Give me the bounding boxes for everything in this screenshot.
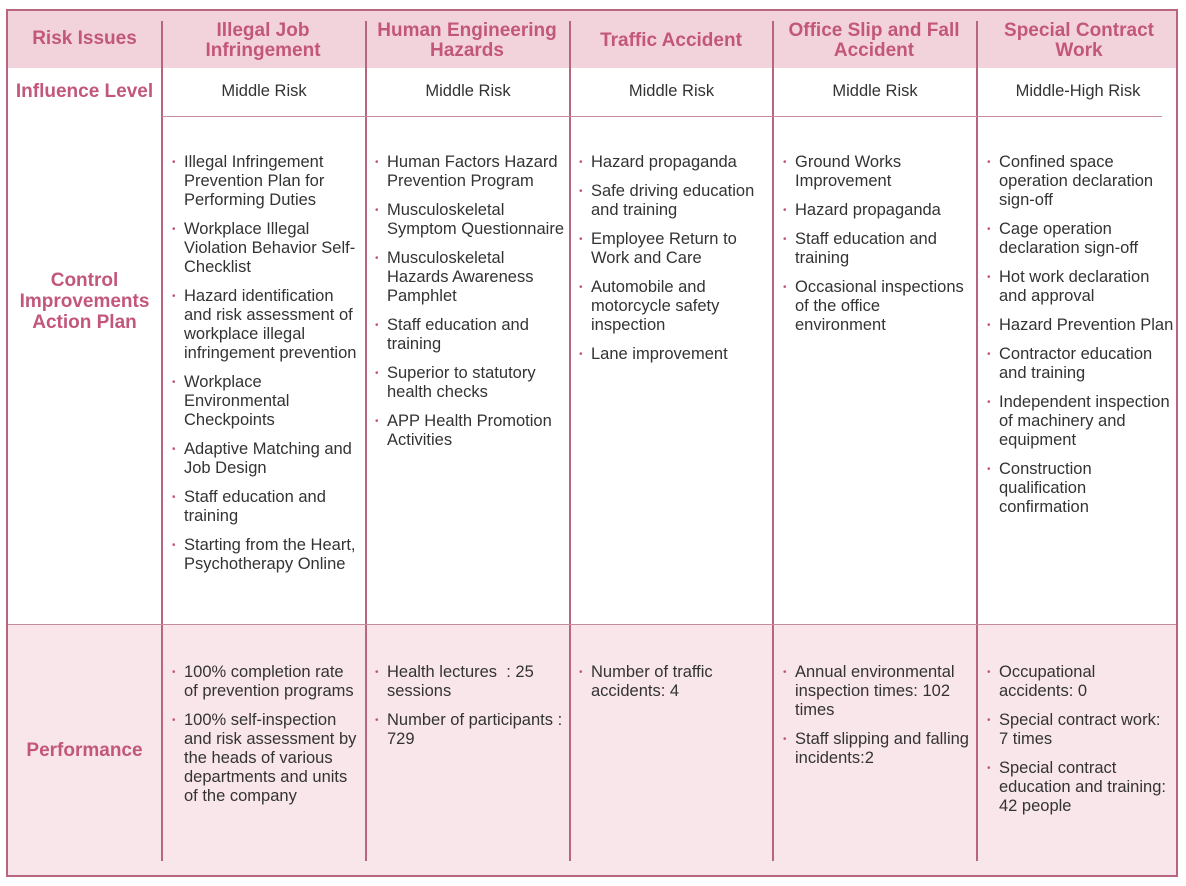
header-special-contract-work: Special Contract Work: [1004, 20, 1154, 61]
row-divider: [8, 624, 1176, 625]
list-item: • Illegal Infringement Prevention Plan for Performing Duties: [171, 153, 361, 210]
list-item: • Staff education and training: [374, 316, 566, 354]
list-item: • Health lectures : 25 sessions: [374, 663, 566, 701]
column-divider: [976, 21, 978, 861]
row-divider: [162, 116, 1162, 117]
list-item: • Workplace Environmental Checkpoints: [171, 373, 361, 430]
list-item: • Musculoskeletal Symptom Questionnaire: [374, 201, 566, 239]
header-risk-issues: Risk Issues: [32, 28, 137, 49]
header-traffic-accident: Traffic Accident: [600, 30, 742, 51]
influence-level-value: Middle Risk: [221, 81, 307, 100]
control-actions-cell: [782, 153, 972, 345]
list-item: • 100% completion rate of prevention programs: [171, 663, 361, 701]
influence-level-value: Middle Risk: [832, 81, 918, 100]
header-human-engineering-hazards: Human Engineering Hazards: [377, 20, 557, 61]
list-item: • Occupational accidents: 0: [986, 663, 1174, 701]
list-item: • Adaptive Matching and Job Design: [171, 440, 361, 478]
list-item: • Number of traffic accidents: 4: [578, 663, 768, 701]
control-actions-cell: [986, 153, 1174, 527]
list-item: • Independent inspection of machinery and equipment: [986, 393, 1174, 450]
column-divider: [772, 21, 774, 861]
performance-cell: [374, 663, 566, 759]
list-item: • Superior to statutory health checks: [374, 364, 566, 402]
list-item: • APP Health Promotion Activities: [374, 412, 566, 450]
row-label-performance: Performance: [26, 740, 143, 761]
control-actions-cell: [578, 153, 768, 374]
list-item: • Musculoskeletal Hazards Awareness Pamphlet: [374, 249, 566, 306]
influence-level-value: Middle-High Risk: [1015, 81, 1141, 100]
header-office-slip-fall: Office Slip and Fall Accident: [788, 20, 960, 61]
list-item: • Lane improvement: [578, 345, 768, 364]
list-item: • Staff slipping and falling incidents:2: [782, 730, 972, 768]
control-actions-cell: [171, 153, 361, 584]
list-item: • Automobile and motorcycle safety inspection: [578, 278, 768, 335]
list-item: • Annual environmental inspection times: 102 times: [782, 663, 972, 720]
list-item: • Hazard Prevention Plan: [986, 316, 1174, 335]
list-item: • Hazard propaganda: [782, 201, 972, 220]
list-item: • Cage operation declaration sign-off: [986, 220, 1174, 258]
list-item: • Safe driving education and training: [578, 182, 768, 220]
list-item: • Human Factors Hazard Prevention Program: [374, 153, 566, 191]
list-item: • Special contract work: 7 times: [986, 711, 1174, 749]
row-label-control-improvements: Control Improvements Action Plan: [19, 269, 150, 333]
list-item: • Workplace Illegal Violation Behavior Self-Checklist: [171, 220, 361, 277]
row-label-influence-level: Influence Level: [15, 80, 154, 102]
list-item: • Contractor education and training: [986, 345, 1174, 383]
performance-cell: [171, 663, 361, 816]
list-item: • Hot work declaration and approval: [986, 268, 1174, 306]
list-item: • Special contract education and training: 42 people: [986, 759, 1174, 816]
list-item: • Occasional inspections of the office environment: [782, 278, 972, 335]
list-item: • Construction qualification confirmation: [986, 460, 1174, 517]
list-item: • Starting from the Heart, Psychotherapy Online: [171, 536, 361, 574]
control-actions-cell: [374, 153, 566, 460]
column-divider: [161, 21, 163, 861]
list-item: • 100% self-inspection and risk assessment by the heads of various departments and units of the company: [171, 711, 361, 806]
risk-table: [6, 9, 1178, 877]
list-item: • Confined space operation declaration sign-off: [986, 153, 1174, 210]
performance-cell: [986, 663, 1174, 826]
list-item: • Hazard propaganda: [578, 153, 768, 172]
list-item: • Staff education and training: [782, 230, 972, 268]
influence-level-value: Middle Risk: [628, 81, 715, 100]
performance-cell: [578, 663, 768, 711]
list-item: • Staff education and training: [171, 488, 361, 526]
column-divider: [569, 21, 571, 861]
list-item: • Number of participants : 729: [374, 711, 566, 749]
header-illegal-job-infringement: Illegal Job Infringement: [205, 20, 321, 61]
list-item: • Employee Return to Work and Care: [578, 230, 768, 268]
column-divider: [365, 21, 367, 861]
influence-level-value: Middle Risk: [425, 81, 511, 100]
list-item: • Hazard identification and risk assessment of workplace illegal infringement prevention: [171, 287, 361, 363]
list-item: • Ground Works Improvement: [782, 153, 972, 191]
performance-cell: [782, 663, 972, 778]
